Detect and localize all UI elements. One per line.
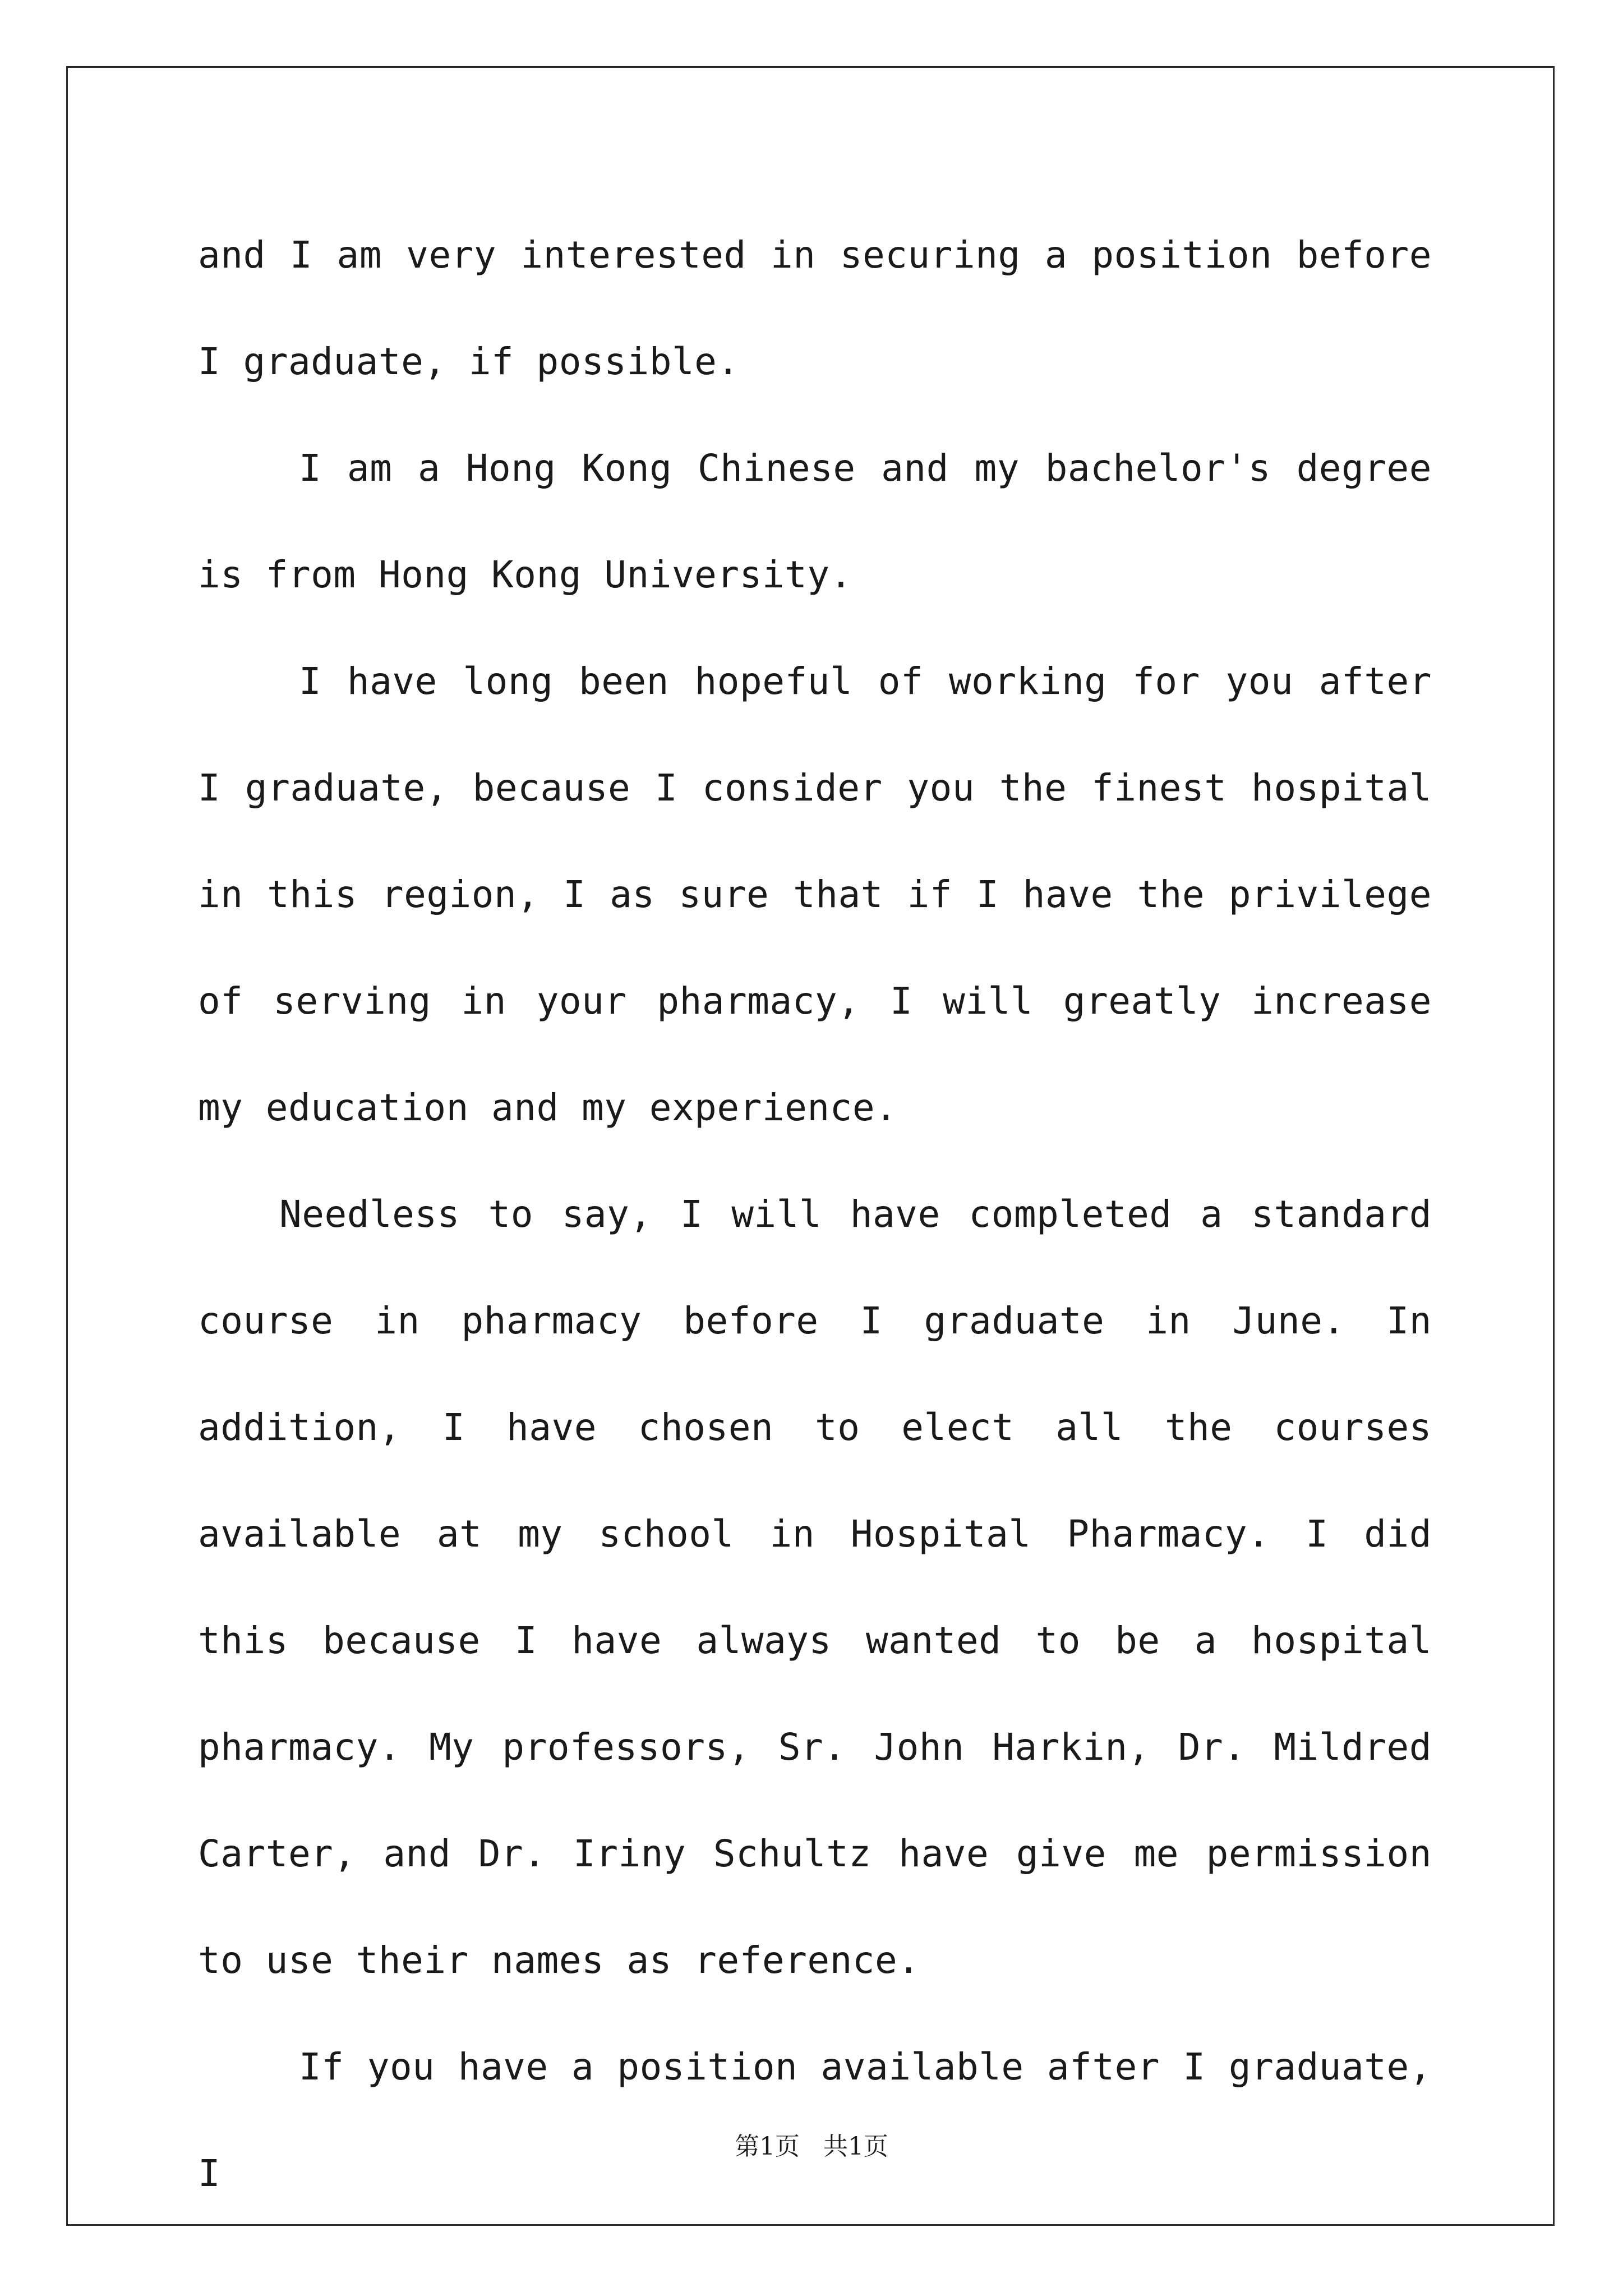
paragraph-3: I have long been hopeful of working for you after I graduate, because I consider you the finest hospital in this region, I as sure that if I have the privilege of serving in your pharmacy, I will greatly increase my education and my experience.	[198, 660, 1432, 1129]
paragraph-2: I am a Hong Kong Chinese and my bachelor's degree is from Hong Kong University.	[198, 447, 1432, 596]
paragraph-4: Needless to say, I will have completed a standard course in pharmacy before I graduate in June. In addition, I have chosen to elect all the courses available at my school in Hospital Pharmacy. I did this because I have always wanted to be a hospital pharmacy. My professors, Sr. John Harkin, Dr. Mildred Carter, and Dr. Iriny Schultz have give me permission to use their names as reference.	[198, 1193, 1432, 1982]
paragraph-1: and I am very interested in securing a position before I graduate, if possible.	[198, 233, 1432, 383]
paragraph-5: If you have a position available after I graduate, I	[198, 2045, 1432, 2195]
document-body	[198, 202, 1432, 2227]
page-number-footer: 第1页 共1页	[735, 2132, 888, 2161]
